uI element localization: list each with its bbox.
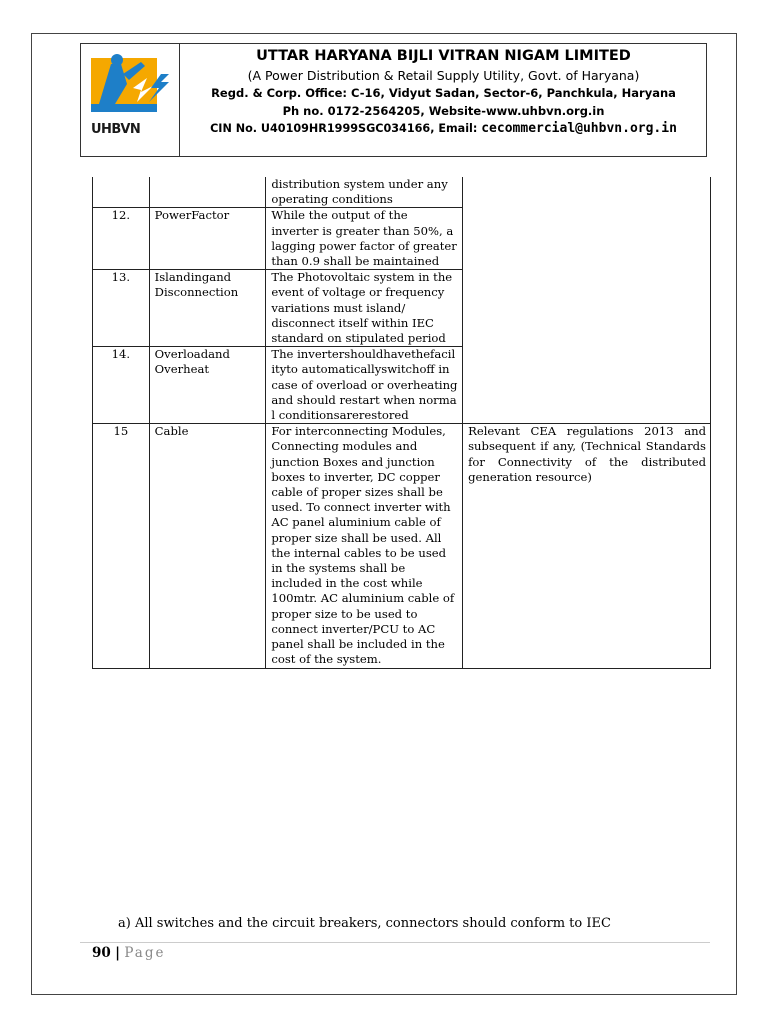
table-row <box>93 177 711 208</box>
row-number: 15 <box>93 424 150 668</box>
row-item: PowerFactor <box>149 208 266 270</box>
row-number: 12. <box>93 208 150 270</box>
row-spec: The invertershouldhavethefacilityto automaticallyswitchoff in case of overload or overheating and should restart when normal conditionsarerestored <box>266 347 463 424</box>
row-spec: distribution system under any operating conditions <box>266 177 463 208</box>
letterhead <box>80 43 707 157</box>
row-reference <box>463 177 711 424</box>
row-spec: The Photovoltaic system in the event of voltage or frequency variations must island/ disconnect itself within IEC standard on stipulated period <box>266 270 463 347</box>
page-number: 90 <box>92 945 111 961</box>
page-label: Page <box>124 945 166 961</box>
cin-number: CIN No. U40109HR1999SGC034166, Email: <box>210 122 482 135</box>
logo-wordmark: UHBVN <box>91 122 141 137</box>
row-item: Islandingand Disconnection <box>149 270 266 347</box>
note-paragraph: a) All switches and the circuit breakers, connectors should conform to IEC <box>118 916 611 931</box>
cin-email-line <box>181 121 706 136</box>
row-reference: Relevant CEA regulations 2013 and subsequent if any, (Technical Standards for Connectivity of the distributed generation resource) <box>463 424 711 668</box>
row-item <box>149 177 266 208</box>
lineman-logo-icon <box>81 44 179 124</box>
row-spec: For interconnecting Modules, Connecting modules and junction Boxes and junction boxes to inverter, DC copper cable of proper sizes shall be used. To connect inverter with AC panel aluminium cable of proper size shall be used. All the internal cables to be used in the systems shall be included in the cost while 100mtr. AC aluminium cable of proper size to be used to connect inverter/PCU to AC panel shall be included in the cost of the system. <box>266 424 463 668</box>
table-row <box>93 424 711 668</box>
company-subtitle: (A Power Distribution & Retail Supply Utility, Govt. of Haryana) <box>247 68 640 83</box>
row-number: 14. <box>93 347 150 424</box>
office-address: Regd. & Corp. Office: C-16, Vidyut Sadan, Sector-6, Panchkula, Haryana <box>211 86 676 100</box>
row-item: Overloadand Overheat <box>149 347 266 424</box>
footer-separator: | <box>115 945 121 961</box>
row-number <box>93 177 150 208</box>
company-logo <box>81 44 180 156</box>
row-item: Cable <box>149 424 266 668</box>
specification-table <box>92 177 711 669</box>
company-name: UTTAR HARYANA BIJLI VITRAN NIGAM LIMITED <box>256 48 631 64</box>
row-spec: While the output of the inverter is greater than 50%, a lagging power factor of greater than 0.9 shall be maintained <box>266 208 463 270</box>
page-footer <box>92 945 165 961</box>
footer-divider <box>80 942 710 943</box>
email-address: cecommercial@uhbvn.org.in <box>481 121 677 136</box>
row-number: 13. <box>93 270 150 347</box>
contact-phone: Ph no. 0172-2564205, Website-www.uhbvn.org.in <box>282 104 605 118</box>
